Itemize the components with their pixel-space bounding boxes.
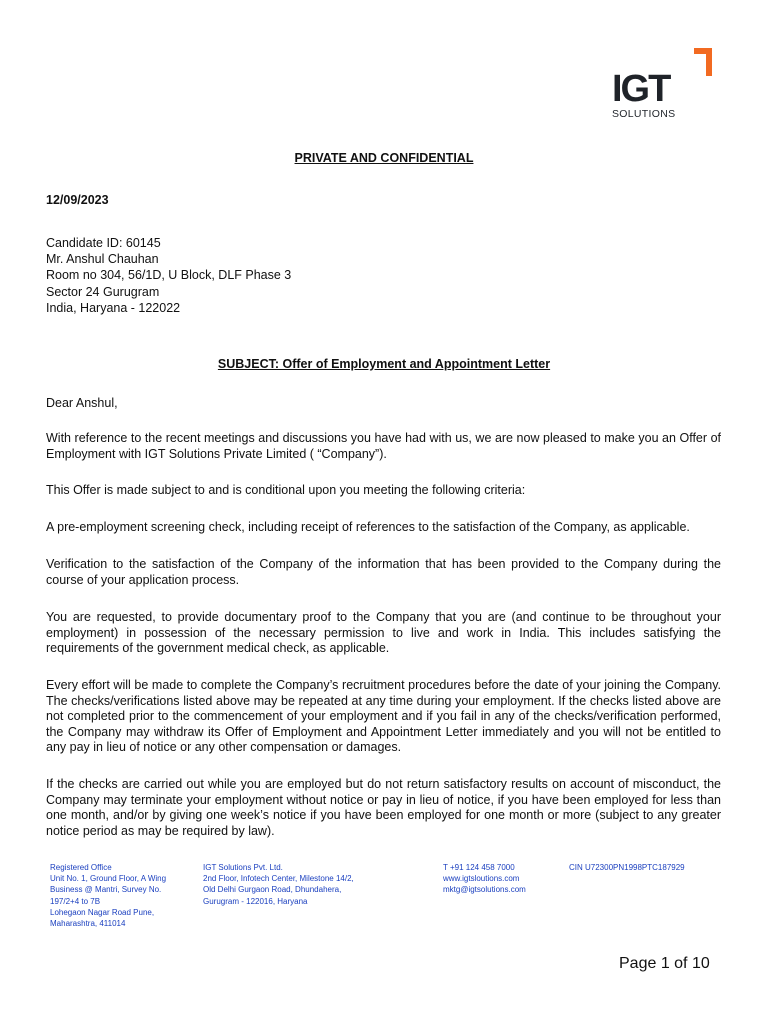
address-line: India, Haryana - 122022 <box>46 300 181 315</box>
page-number: Page 1 of 10 <box>619 955 710 972</box>
candidate-id: Candidate ID: 60145 <box>46 236 161 250</box>
footer-email-link[interactable]: mktg@igtsolutions.com <box>443 885 526 895</box>
footer-line: IGT Solutions Pvt. Ltd. <box>203 863 283 872</box>
footer-line: Unit No. 1, Ground Floor, A Wing <box>50 874 167 884</box>
body-paragraph: You are requested, to provide documentary proof to the Company that you are (and continue to be throughout your employment) in possession of the necessary permission to live and work in India. This includes satisfying the requirements of the government medical check, as applicable. <box>46 610 721 656</box>
body-paragraph: This Offer is made subject to and is conditional upon you meeting the following criteria: <box>46 483 526 497</box>
footer-line: 2nd Floor, Infotech Center, Milestone 14/2, <box>203 874 354 884</box>
salutation: Dear Anshul, <box>46 396 118 410</box>
footer-line: Registered Office <box>50 863 112 872</box>
footer-line: Lohegaon Nagar Road Pune, <box>50 907 155 917</box>
logo-subtitle: SOLUTIONS <box>612 108 676 120</box>
footer-website-link[interactable]: www.igtsloutions.com <box>443 874 520 884</box>
body-paragraph: If the checks are carried out while you are employed but do not return satisfactory results on account of misconduct, the Company may terminate your employment without notice or pay in lieu of notice, if you have been employed for less than one month, and/or by giving one week’s notice if you have been employed for one month or more (subject to any greater notice period as may be required by law). <box>46 777 721 838</box>
logo-wordmark: IGT <box>612 68 670 110</box>
recipient-name: Mr. Anshul Chauhan <box>46 252 159 267</box>
footer-phone: T +91 124 458 7000 <box>443 863 515 872</box>
footer-line: Business @ Mantri, Survey No. <box>50 885 162 895</box>
address-line: Room no 304, 56/1D, U Block, DLF Phase 3 <box>46 268 292 283</box>
recipient-address <box>46 235 291 316</box>
confidential-heading: PRIVATE AND CONFIDENTIAL <box>294 151 474 165</box>
footer-line: 197/2+4 to 7B <box>50 896 101 906</box>
footer-line: Old Delhi Gurgaon Road, Dhundahera, <box>203 885 342 895</box>
letter-date: 12/09/2023 <box>46 193 109 207</box>
subject-line: SUBJECT: Offer of Employment and Appointment Letter <box>217 357 551 371</box>
company-logo <box>610 46 720 122</box>
body-paragraph: With reference to the recent meetings and discussions you have had with us, we are now pleased to make you an Offer of Employment with IGT Solutions Private Limited ( “Company”). <box>46 431 721 461</box>
footer-cin <box>569 862 685 873</box>
footer-line: Maharashtra, 411014 <box>50 919 126 929</box>
address-line: Sector 24 Gurugram <box>46 284 160 299</box>
footer-registered-office <box>50 862 166 929</box>
body-paragraph: A pre-employment screening check, including receipt of references to the satisfaction of the Company, as applicable. <box>46 520 690 534</box>
logo-arrow-icon <box>692 46 714 78</box>
footer-line: CIN U72300PN1998PTC187929 <box>569 863 685 872</box>
body-paragraph: Verification to the satisfaction of the Company of the information that has been provided to the Company during the course of your application process. <box>46 557 721 587</box>
footer-line: Gurugram - 122016, Haryana <box>203 896 308 906</box>
footer-company-address <box>203 862 354 907</box>
body-paragraph: Every effort will be made to complete the Company’s recruitment procedures before the date of your joining the Company. The checks/verifications listed above may be repeated at any time during your employment. If the checks listed above are not completed prior to the commencement of your employment and if you fail in any of the checks/verification performed, the Company may withdraw its Offer of Employment and Appointment Letter immediately and you will not be entitled to any pay in lieu of notice or any other compensation or damages. <box>46 678 721 755</box>
footer-contact <box>443 862 526 896</box>
